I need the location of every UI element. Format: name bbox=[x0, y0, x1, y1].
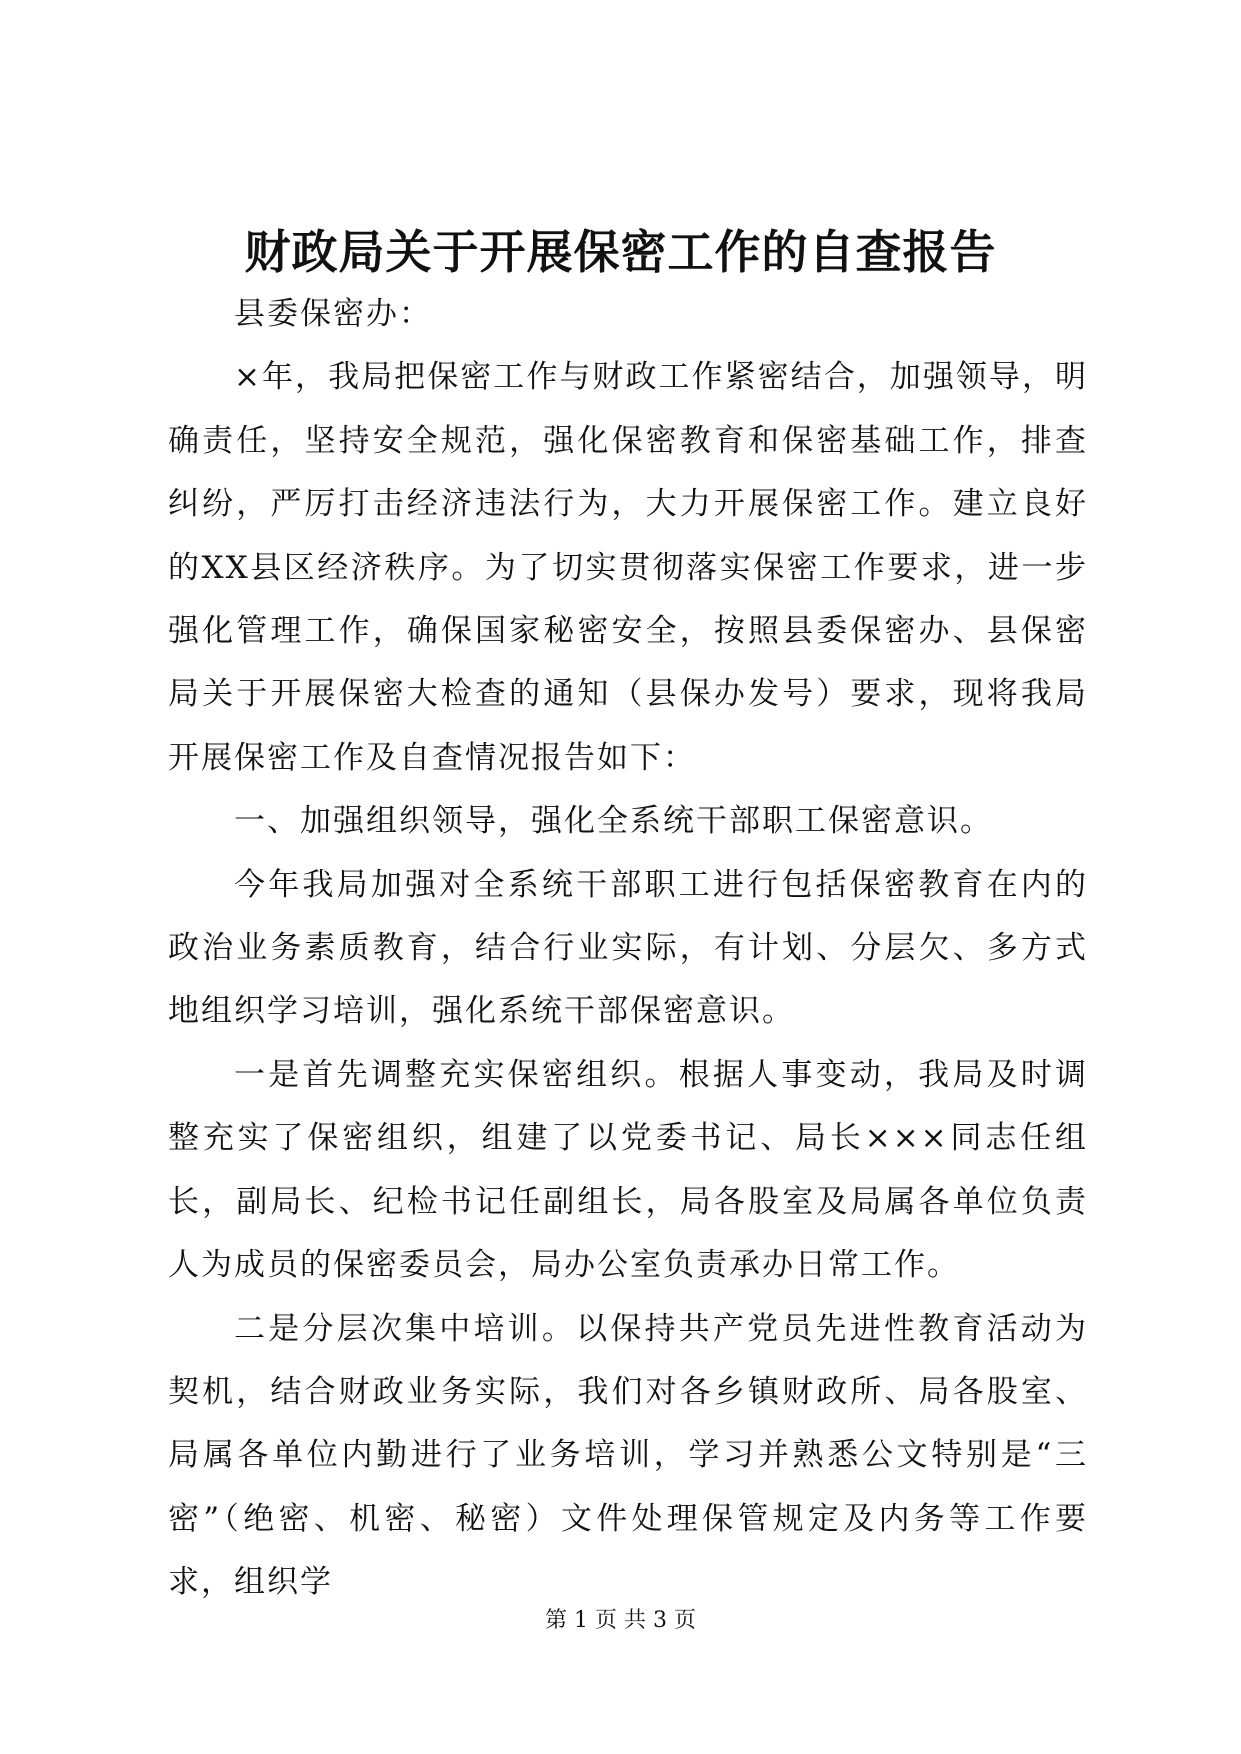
paragraph-intro: ×年，我局把保密工作与财政工作紧密结合，加强领导，明确责任，坚持安全规范，强化保密教育和保密基础工作，排查纠纷，严厉打击经济违法行为，大力开展保密工作。建立良好的XX县区经济秩序。为了切实贯彻落实保密工作要求，进一步强化管理工作，确保国家秘密安全，按照县委保密办、县保密局关于开展保密大检查的通知（县保办发号）要求，现将我局开展保密工作及自查情况报告如下： bbox=[168, 359, 1088, 776]
document-title: 财政局关于开展保密工作的自查报告 bbox=[244, 225, 997, 279]
document-body bbox=[168, 283, 1088, 1615]
section-heading-1: 一、加强组织领导，强化全系统干部职工保密意识。 bbox=[234, 803, 993, 840]
page-number-footer: 第 1 页 共 3 页 bbox=[545, 1608, 696, 1633]
paragraph-point-2: 二是分层次集中培训。以保持共产党员先进性教育活动为契机，结合财政业务实际，我们对各乡镇财政所、局各股室、局属各单位内勤进行了业务培训，学习并熟悉公文特别是“三密”（绝密、机密、秘密）文件处理保管规定及内务等工作要求，组织学 bbox=[168, 1310, 1088, 1601]
paragraph-point-1: 一是首先调整充实保密组织。根据人事变动，我局及时调整充实了保密组织，组建了以党委书记、局长×××同志任组长，副局长、纪检书记任副组长，局各股室及局属各单位负责人为成员的保密委员会，局办公室负责承办日常工作。 bbox=[168, 1056, 1088, 1284]
addressee: 县委保密办： bbox=[234, 296, 432, 332]
paragraph-section-1: 今年我局加强对全系统干部职工进行包括保密教育在内的政治业务素质教育，结合行业实际，有计划、分层欠、多方式地组织学习培训，强化系统干部保密意识。 bbox=[168, 866, 1088, 1030]
